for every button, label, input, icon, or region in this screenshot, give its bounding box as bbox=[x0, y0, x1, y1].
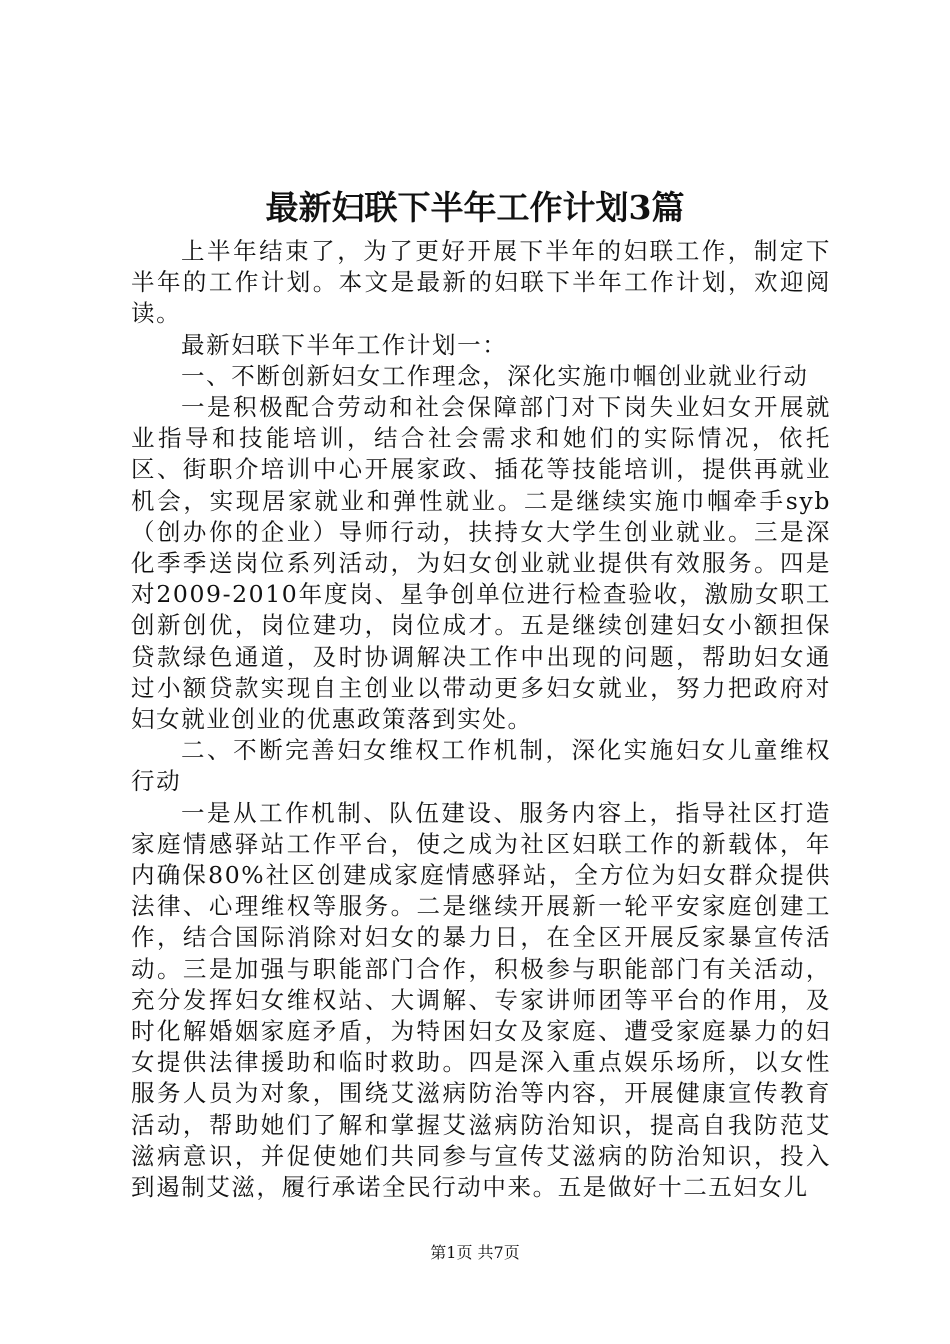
page-footer: 第1页 共7页 bbox=[430, 1243, 520, 1262]
plan-one-heading: 最新妇联下半年工作计划一： bbox=[181, 330, 508, 359]
section-two-paragraph: 一是从工作机制、队伍建设、服务内容上，指导社区打造家庭情感驿站工作平台，使之成为社区妇联工作的新载体，年内确保80%社区创建成家庭情感驿站，全方位为妇女群众提供法律、心理维权等服务。二是继续开展新一轮平安家庭创建工作，结合国际消除对妇女的暴力日，在全区开展反家暴宣传活动。三是加强与职能部门合作，积极参与职能部门有关活动，充分发挥妇女维权站、大调解、专家讲师团等平台的作用，及时化解婚姻家庭矛盾，为特困妇女及家庭、遭受家庭暴力的妇女提供法律援助和临时救助。四是深入重点娱乐场所，以女性服务人员为对象，围绕艾滋病防治等内容，开展健康宣传教育活动，帮助她们了解和掌握艾滋病防治知识，提高自我防范艾滋病意识，并促使她们共同参与宣传艾滋病的防治知识，投入到遏制艾滋，履行承诺全民行动中来。五是做好十二五妇女儿 bbox=[131, 798, 831, 1202]
document-title: 最新妇联下半年工作计划3篇 bbox=[265, 188, 685, 227]
section-one-heading: 一、不断创新妇女工作理念，深化实施巾帼创业就业行动 bbox=[181, 361, 809, 390]
section-one-paragraph: 一是积极配合劳动和社会保障部门对下岗失业妇女开展就业指导和技能培训，结合社会需求和她们的实际情况，依托区、街职介培训中心开展家政、插花等技能培训，提供再就业机会，实现居家就业和弹性就业。二是继续实施巾帼牵手syb（创办你的企业）导师行动，扶持女大学生创业就业。三是深化季季送岗位系列活动，为妇女创业就业提供有效服务。四是对2009-2010年度岗、星争创单位进行检查验收，激励女职工创新创优，岗位建功，岗位成才。五是继续创建妇女小额担保贷款绿色通道，及时协调解决工作中出现的问题，帮助妇女通过小额贷款实现自主创业以带动更多妇女就业，努力把政府对妇女就业创业的优惠政策落到实处。 bbox=[131, 393, 831, 734]
intro-paragraph: 上半年结束了，为了更好开展下半年的妇联工作，制定下半年的工作计划。本文是最新的妇联下半年工作计划，欢迎阅读。 bbox=[131, 237, 831, 328]
section-two-heading: 二、不断完善妇女维权工作机制，深化实施妇女儿童维权行动 bbox=[131, 736, 831, 796]
document-body bbox=[131, 236, 831, 1203]
